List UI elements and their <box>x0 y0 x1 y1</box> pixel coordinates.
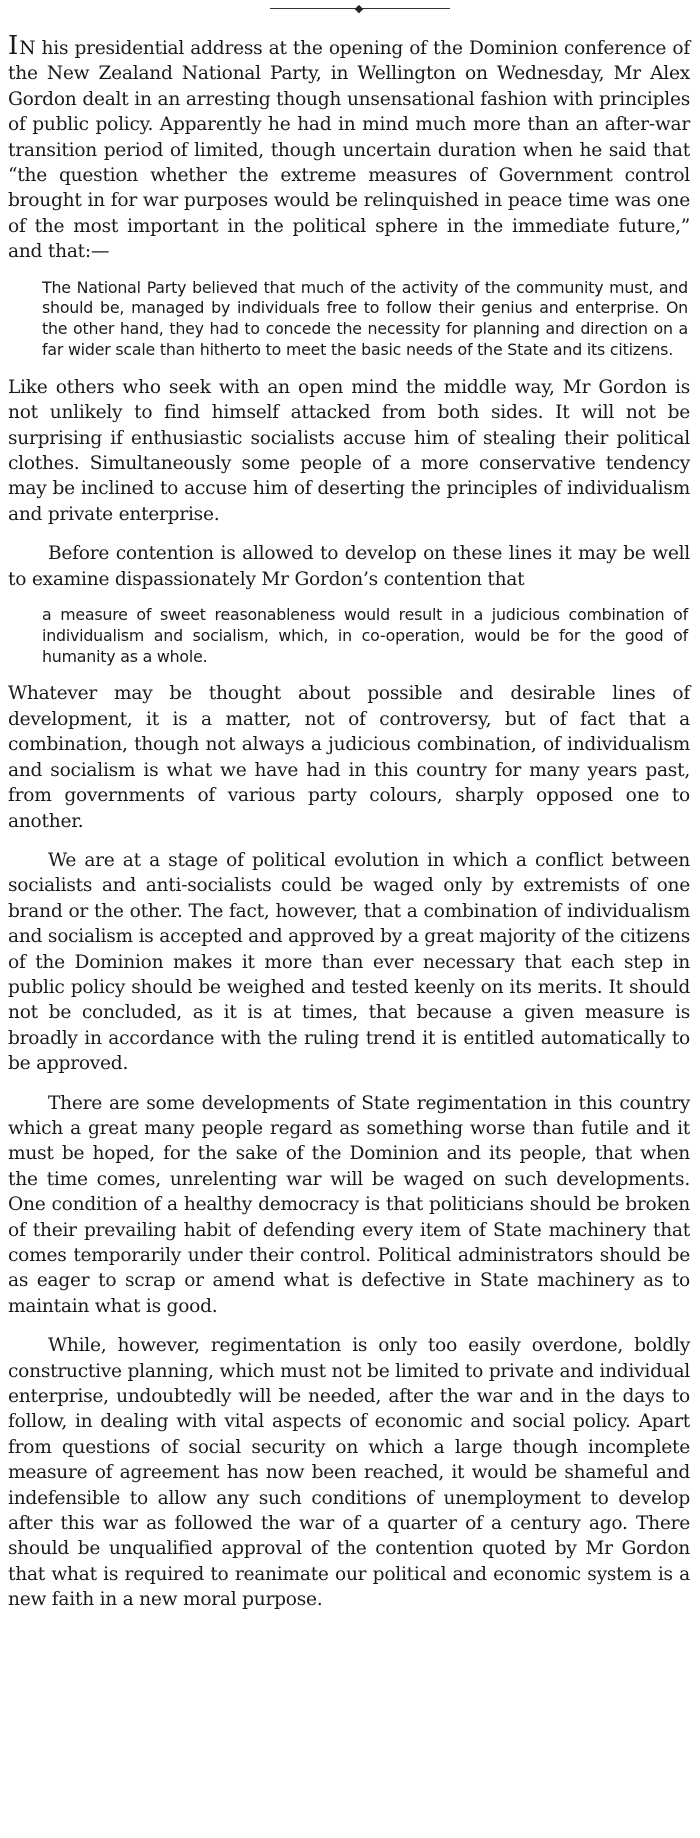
paragraph-7: While, however, regimentation is only too easily overdone, boldly constructive planning, which must not be limited to private and individual enterprise, undoubtedly will be needed, after the war and in the days to follow, in dealing with vital aspects of economic and social policy. Apart from questions of social security on which a large though incomplete measure of agreement has now been reached, it would be shameful and indefensible to allow any such conditions of unemployment to develop after this war as followed the war of a quarter of a century ago. There should be unqualified approval of the contention quoted by Mr Gordon that what is required to reanimate our political and economic system is a new faith in a new moral purpose. <box>8 1335 690 1611</box>
paragraph-6: There are some developments of State regimentation in this country which a great many people regard as something worse than futile and it must be hoped, for the sake of the Dominion and its people, that when the time comes, unrelenting war will be waged on such developments. One condition of a healthy democracy is that politicians should be broken of their prevailing habit of defending every item of State machinery that comes temporarily under their control. Political administrators should be as eager to scrap or amend what is defective in State machinery as to maintain what is good. <box>8 1092 690 1317</box>
paragraph-1-text: N his presidential address at the opening of the Dominion conference of the New Zealand National Party, in Wellington on Wednesday, Mr Alex Gordon dealt in an arresting though unsensational fashion with principles of public policy. Apparently he had in mind much more than an after-war transition period of limited, though uncertain duration when he said that “the question whether the extreme measures of Government control brought in for war purposes would be relinquished in peace time was one of the most important in the political sphere in the immediate future,” and that:— <box>8 38 690 263</box>
drop-cap: I <box>8 31 20 61</box>
header-ornament-rule <box>270 4 450 14</box>
diamond-ornament-icon: ◆ <box>354 2 364 15</box>
block-quote-1: The National Party believed that much of the activity of the community must, and should be, managed by individuals free to follow their genius and enterprise. On the other hand, they had to concede the necessity for planning and direction on a far wider scale than hitherto to meet the basic needs of the State and its citizens. <box>42 277 688 360</box>
paragraph-1 <box>8 31 690 265</box>
paragraph-2: Like others who seek with an open mind the middle way, Mr Gordon is not unlikely to find himself attacked from both sides. It will not be surprising if enthusiastic socialists accuse him of stealing their political clothes. Simultaneously some people of a more conservative tendency may be inclined to accuse him of deserting the principles of individualism and private enterprise. <box>8 376 690 525</box>
paragraph-5: We are at a stage of political evolution in which a conflict between socialists and anti-socialists could be waged only by extremists of one brand or the other. The fact, however, that a combination of individualism and socialism is accepted and approved by a great majority of the citizens of the Dominion makes it more than ever necessary that each step in public policy should be weighed and tested keenly on its merits. It should not be concluded, as it is at times, that because a given measure is broadly in accordance with the ruling trend it is entitled automatically to be approved. <box>8 849 690 1075</box>
block-quote-2: a measure of sweet reasonableness would result in a judicious combination of individualism and socialism, which, in co-operation, would be for the good of humanity as a whole. <box>42 605 688 666</box>
paragraph-4: Whatever may be thought about possible and desirable lines of development, it is a matter, not of controversy, but of fact that a combination, though not always a judicious combination, of individualism and socialism is what we have had in this country for many years past, from governments of various party colours, sharply opposed one to another. <box>8 683 690 832</box>
paragraph-3: Before contention is allowed to develop on these lines it may be well to examine dispassionately Mr Gordon’s contention that <box>8 543 690 590</box>
